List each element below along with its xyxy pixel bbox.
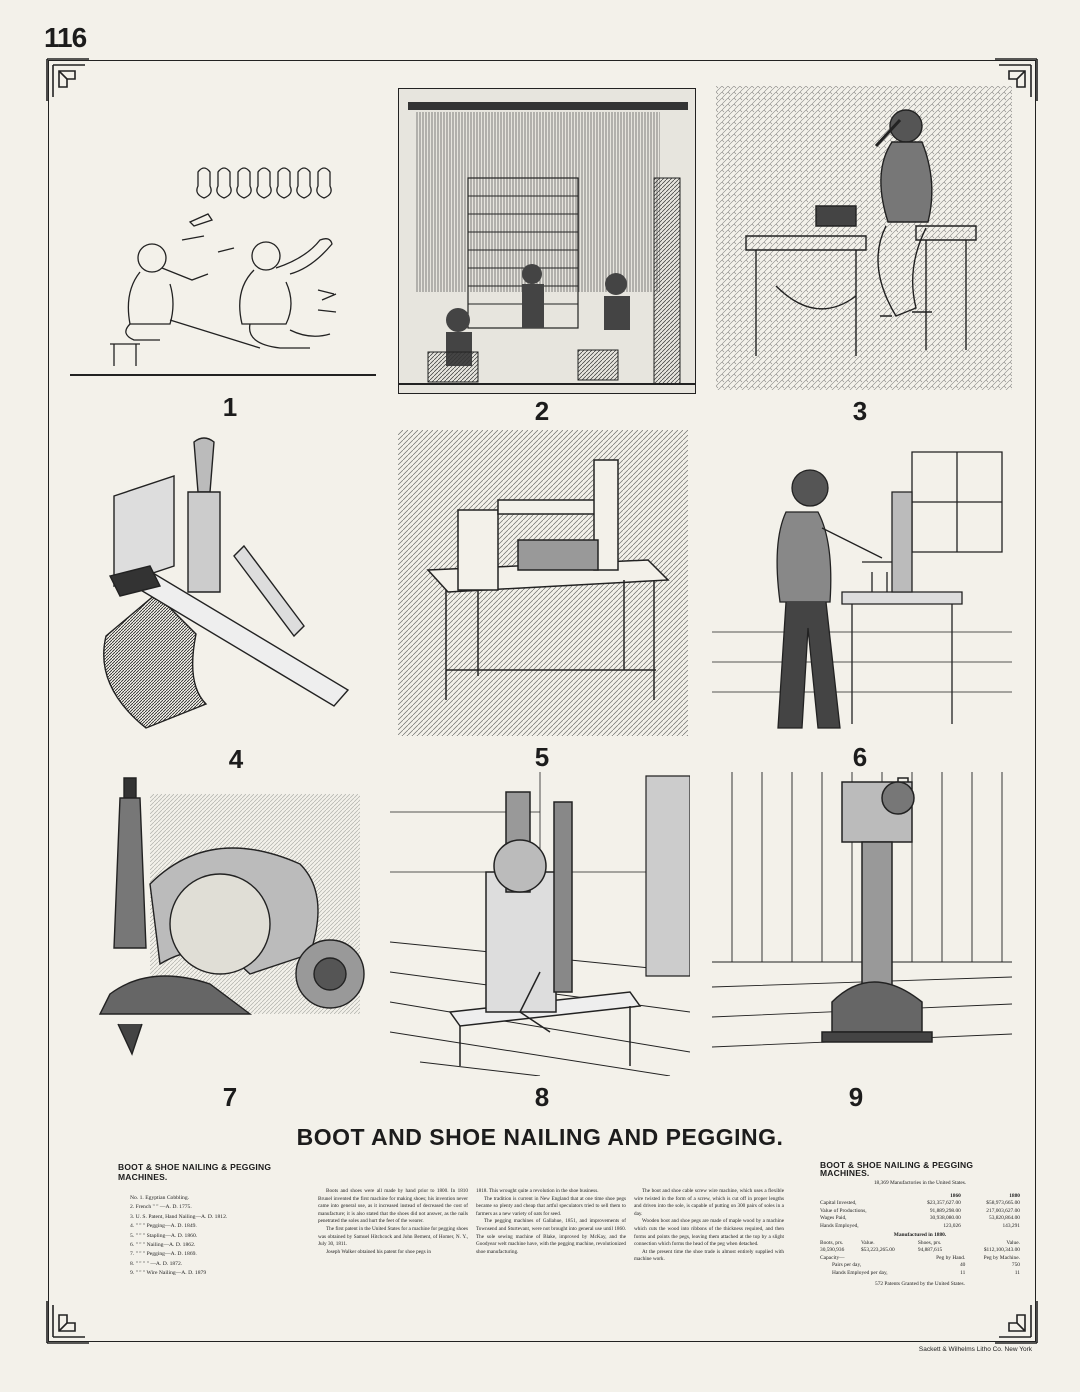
- page-number: 116: [44, 22, 87, 53]
- table-row: [820, 1223, 1020, 1231]
- list-heading: BOOT & SHOE NAILING & PEGGING MACHINES.: [118, 1162, 272, 1182]
- figure-8-pegging-machine: [390, 772, 690, 1076]
- figure-7-pegging-machine: [70, 774, 370, 1074]
- figure-number: 5: [534, 742, 550, 772]
- value-1880: 53,820,864.00: [989, 1215, 1020, 1222]
- figure-number: 1: [222, 392, 238, 422]
- table-row: [820, 1200, 1020, 1208]
- cell-value: 40: [959, 1262, 966, 1269]
- table-row: [820, 1215, 1020, 1223]
- manufactured-heading: Manufactured in 1880.: [893, 1232, 947, 1239]
- value-1860: 30,938,080.00: [929, 1215, 961, 1222]
- figure-6-nailing-machine: [712, 432, 1012, 738]
- figure-number: 8: [534, 1082, 550, 1112]
- row-label: Capital Invested,: [820, 1200, 857, 1207]
- column-header: Boots, prs.: [820, 1239, 844, 1246]
- cell-value: 94,887,615: [917, 1247, 943, 1254]
- figure-number: 3: [852, 396, 868, 426]
- list-item: 5. " " " Stapling—A. D. 1860.: [130, 1232, 198, 1239]
- corner-ornament: [993, 1299, 1039, 1345]
- cell-value: 11: [960, 1269, 966, 1276]
- paragraph: The first patent in the United States for a machine for pegging shoes was obtained by Samuel Hitchcock and John Bement, of Homer, N. Y., July 30, 1811.: [318, 1225, 468, 1248]
- figure-number: 6: [852, 742, 868, 772]
- text-column-2: [476, 1188, 626, 1256]
- stats-subheading: 18,369 Manufactories in the United States.: [873, 1180, 967, 1187]
- publisher-imprint: Sackett & Wilhelms Litho Co. New York: [918, 1346, 1032, 1353]
- value-1860: 91,889,298.00: [929, 1207, 961, 1214]
- column-header: Value.: [1006, 1239, 1020, 1246]
- list-item: 6. " " " Nailing—A. D. 1862.: [130, 1242, 196, 1249]
- manufactured-table: [820, 1240, 1020, 1255]
- capacity-table: [820, 1255, 1020, 1278]
- value-1880: $58,973,665.00: [986, 1200, 1020, 1207]
- cell-value: $53,223,265.00: [860, 1247, 895, 1254]
- stats-table: [820, 1193, 1020, 1231]
- list-item: 8. " " " " —A. D. 1872.: [130, 1260, 183, 1267]
- list-item: 3. U. S. Patent, Hand Nailing—A. D. 1812.: [130, 1213, 228, 1220]
- table-row: [820, 1262, 1020, 1270]
- paragraph: Boots and shoes were all made by hand prior to 1800. In 1810 Brunel invented the first machine for making shoes; his invention never came into general use, as it increased instead of decreased the cost of manufacture; it is also stated that the shoes did not answer, as the nails penetrated the soles and hurt the feet of the wearer.: [318, 1188, 468, 1225]
- cell-value: $112,100,343.00: [983, 1247, 1020, 1254]
- capacity-label: Capacity—: [820, 1254, 845, 1261]
- figure-9-wire-nailing: [712, 772, 1012, 1076]
- table-row: [820, 1208, 1020, 1216]
- machines-list: [118, 1162, 288, 1279]
- paragraph: At the present time the shoe trade is almost entirely supplied with machine work.: [634, 1248, 784, 1263]
- paragraph: The pegging machines of Gallahue, 1851, and improvements of Townsend and Sturtevant, were not brought into general use until 1860. The sole sewing machine of Blake, improved by McKay, and the Goodyear welt machine have, with the pegging machine, revolutionized shoe manufacturing.: [476, 1218, 626, 1255]
- table-row: [820, 1270, 1020, 1278]
- paragraph: Wooden boot and shoe pegs are made of maple wood by a machine which cuts the wood into ribbons of the thickness required, and then forms and points the pegs, leaving them attached at the top by a slight connection which forms the head of the peg when detached.: [634, 1218, 784, 1248]
- paragraph: The tradition is current in New England that at one time shoe pegs became so plenty and cheap that artful speculators tried to sell them to farmers as a new variety of oats for seed.: [476, 1195, 626, 1217]
- column-header: Peg by Hand.: [936, 1254, 966, 1261]
- corner-ornament: [45, 1299, 91, 1345]
- column-header: Peg by Machine.: [983, 1254, 1020, 1261]
- text-column-3: [634, 1188, 784, 1264]
- text-column-1: [318, 1188, 468, 1256]
- figure-4-pegging-tool: [94, 436, 362, 738]
- figure-number: 2: [534, 396, 550, 426]
- corner-ornament: [45, 57, 91, 103]
- figure-number: 4: [228, 744, 244, 774]
- statistics-panel: [820, 1162, 1020, 1289]
- patents-note: 572 Patents Granted by the United States.: [875, 1281, 965, 1288]
- figure-5-stapling-machine: [398, 430, 688, 736]
- value-1860: $23,357,627.00: [927, 1200, 961, 1207]
- year-1880: 1880: [1009, 1192, 1020, 1199]
- list-item: 9. " " " Wire Nailing—A. D. 1879: [130, 1270, 207, 1277]
- column-header: Value.: [860, 1239, 875, 1246]
- list-item: 2. French " " —A. D. 1775.: [130, 1204, 192, 1211]
- column-header: Shoes, prs.: [917, 1239, 942, 1246]
- figure-3-hand-nailing: [716, 86, 1012, 390]
- figure-number: 9: [848, 1082, 864, 1112]
- figure-1-egyptian-cobbling: [70, 160, 376, 380]
- value-1880: 143,291: [1002, 1222, 1020, 1229]
- sole-pattern-icon: [197, 168, 331, 198]
- list-item: 7. " " " Pegging—A. D. 1869.: [130, 1251, 197, 1258]
- row-label: Hands Employed per day,: [832, 1269, 888, 1276]
- value-1860: 123,026: [943, 1222, 961, 1229]
- cell-value: 11: [1014, 1269, 1020, 1276]
- page-title: BOOT AND SHOE NAILING AND PEGGING.: [296, 1124, 784, 1150]
- stats-heading: BOOT & SHOE NAILING & PEGGING MACHINES.: [820, 1160, 974, 1178]
- cell-value: 30,590,936: [820, 1247, 845, 1254]
- figure-number: 7: [222, 1082, 238, 1112]
- figure-2-french-workshop: [398, 88, 696, 394]
- value-1880: 217,003,627.00: [986, 1207, 1020, 1214]
- cell-value: 750: [1011, 1262, 1020, 1269]
- row-label: Hands Employed,: [820, 1222, 859, 1229]
- list-item: 4. " " " Pegging—A. D. 1849.: [130, 1223, 197, 1230]
- row-label: Pairs per day,: [832, 1262, 862, 1269]
- paragraph: 1818. This wrought quite a revolution in the shoe business.: [476, 1188, 599, 1194]
- paragraph: The boot and shoe cable screw wire machine, which uses a flexible wire twisted in the form of a screw, which is cut off in proper lengths and driven into the sole, is capable of putting on 300 pairs of soles in a day.: [634, 1188, 784, 1217]
- row-label: Wages Paid,: [820, 1215, 847, 1222]
- paragraph: Joseph Walker obtained his patent for shoe pegs in: [326, 1248, 431, 1255]
- row-label: Value of Productions,: [820, 1207, 867, 1214]
- list-item: No. 1. Egyptian Cobbling.: [130, 1195, 190, 1201]
- year-1860: 1860: [950, 1192, 961, 1199]
